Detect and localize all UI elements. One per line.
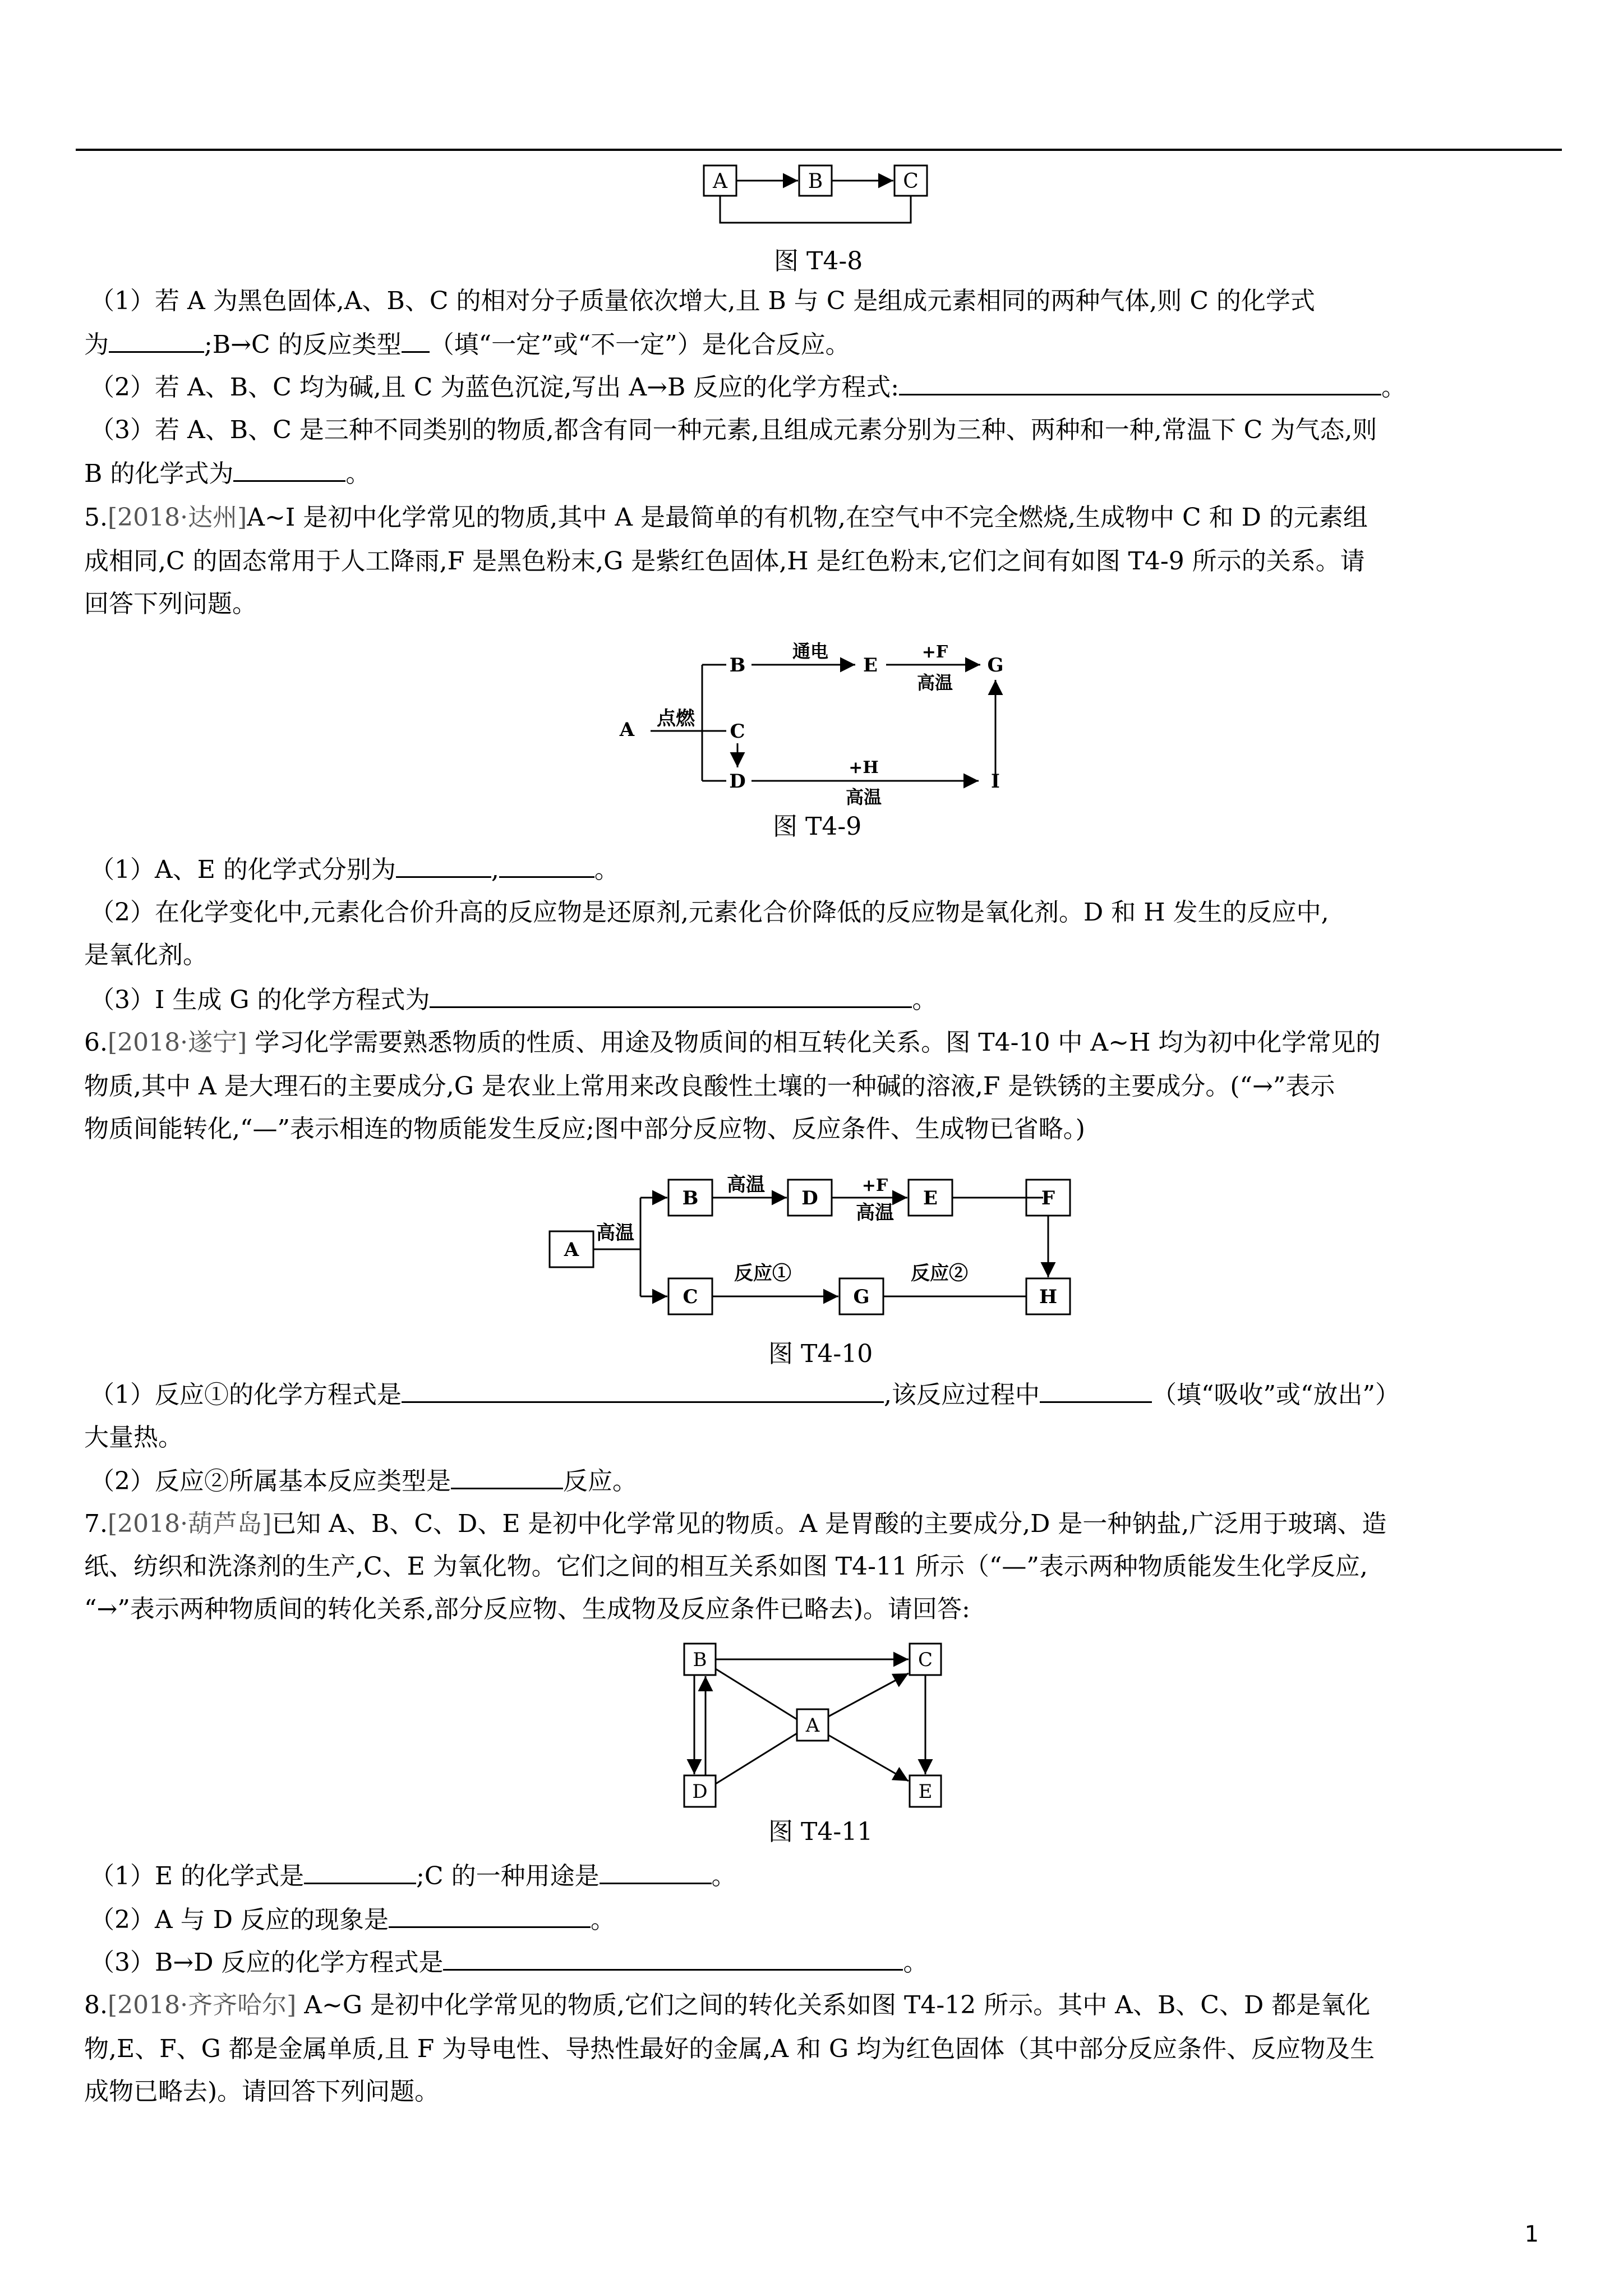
node-g: G: [987, 654, 1004, 677]
node-g: G: [853, 1286, 870, 1308]
q4-line-5: B 的化学式为 。: [84, 457, 370, 490]
answer-blank[interactable]: [1040, 1378, 1152, 1403]
source-tag: [2018·齐齐哈尔]: [107, 1991, 297, 2019]
label-plus-f: +F: [861, 1176, 888, 1195]
source-tag: [2018·葫芦岛]: [107, 1510, 272, 1538]
node-d: D: [692, 1780, 708, 1803]
figure-caption: 图 T4-11: [768, 1818, 873, 1846]
q4-line-1: （1）若 A 为黑色固体,A、B、C 的相对分子质量依次增大,且 B 与 C 是组成元素相同的两种气体,则 C 的化学式: [90, 287, 1316, 315]
q4-line-2: 为 ;B→C 的反应类型 （填“一定”或“不一定”）是化合反应。: [84, 328, 850, 361]
q7-line-1: 7.[2018·葫芦岛]已知 A、B、C、D、E 是初中化学常见的物质。A 是胃酸的主要成分,D 是一种钠盐,广泛用于玻璃、造: [84, 1510, 1387, 1538]
label-high-temp: 高温: [596, 1222, 634, 1244]
q8-line-1: 8.[2018·齐齐哈尔] A~G 是初中化学常见的物质,它们之间的转化关系如图 T4-12 所示。其中 A、B、C、D 都是氧化: [84, 1991, 1371, 2019]
q5-sub-2b: 是氧化剂。: [84, 941, 208, 969]
question-number: 8.: [84, 1991, 108, 2019]
page-number: 1: [1524, 2221, 1539, 2247]
node-c: C: [917, 1649, 933, 1671]
node-b: B: [693, 1649, 707, 1671]
label-plus-h: +H: [849, 758, 879, 777]
node-c: C: [730, 720, 745, 743]
q5-sub-1: （1）A、E 的化学式分别为 , 。: [90, 853, 619, 886]
node-b: B: [808, 170, 823, 193]
node-f: F: [1041, 1187, 1055, 1209]
label-burn: 点燃: [657, 707, 695, 730]
label-high-temp: 高温: [727, 1174, 765, 1196]
node-c: C: [903, 170, 919, 193]
q7-line-3: “→”表示两种物质间的转化关系,部分反应物、生成物及反应条件已略去)。请回答:: [84, 1595, 970, 1623]
node-e: E: [923, 1187, 938, 1209]
answer-blank[interactable]: [402, 1378, 884, 1403]
answer-blank[interactable]: [109, 328, 204, 353]
label-electrolysis: 通电: [792, 641, 829, 662]
answer-blank[interactable]: [451, 1464, 563, 1489]
figure-t4-8: [701, 160, 937, 233]
figure-caption: 图 T4-10: [768, 1340, 873, 1368]
q6-line-2: 物质,其中 A 是大理石的主要成分,G 是农业上常用来改良酸性土壤的一种碱的溶液,F 是铁锈的主要成分。(“→”表示: [84, 1072, 1335, 1101]
q5-sub-2: （2）在化学变化中,元素化合价升高的反应物是还原剂,元素化合价降低的反应物是氧化剂。D 和 H 发生的反应中,: [90, 898, 1329, 927]
node-a: A: [564, 1239, 579, 1261]
question-number: 5.: [84, 503, 108, 532]
node-a: A: [619, 719, 635, 741]
answer-blank[interactable]: [499, 853, 594, 878]
q5-line-1: 5.[2018·达州]A~I 是初中化学常见的物质,其中 A 是最简单的有机物,在空气中不完全燃烧,生成物中 C 和 D 的元素组: [84, 503, 1368, 532]
label-high-temp: 高温: [916, 672, 953, 693]
q6-line-3: 物质间能转化,“—”表示相连的物质能发生反应;图中部分反应物、反应条件、生成物已省略。): [84, 1115, 1085, 1143]
label-reaction-2: 反应②: [911, 1262, 968, 1285]
answer-blank[interactable]: [233, 457, 345, 482]
answer-blank[interactable]: [899, 370, 1381, 395]
q7-sub-3: （3）B→D 反应的化学方程式是 。: [90, 1945, 928, 1979]
q6-sub-2: （2）反应②所属基本反应类型是 反应。: [90, 1464, 637, 1498]
node-d: D: [729, 770, 746, 793]
question-number: 6.: [84, 1028, 108, 1057]
node-d: D: [801, 1187, 818, 1209]
q4-line-4: （3）若 A、B、C 是三种不同类别的物质,都含有同一种元素,且组成元素分别为三种、两种和一种,常温下 C 为气态,则: [90, 416, 1377, 444]
label-reaction-1: 反应①: [734, 1262, 791, 1285]
figure-t4-10: [547, 1170, 1085, 1321]
source-tag: [2018·达州]: [107, 503, 247, 532]
question-number: 7.: [84, 1510, 108, 1538]
answer-blank[interactable]: [396, 853, 491, 878]
node-b: B: [682, 1187, 699, 1209]
node-e: E: [863, 654, 878, 677]
label-high-temp: 高温: [845, 786, 882, 808]
label-high-temp: 高温: [856, 1202, 894, 1224]
q6-sub-1-cont: 大量热。: [84, 1423, 183, 1452]
q7-sub-2: （2）A 与 D 反应的现象是 。: [90, 1903, 615, 1936]
header-rule: [76, 149, 1562, 151]
answer-blank[interactable]: [443, 1945, 903, 1971]
node-b: B: [729, 654, 746, 677]
answer-blank[interactable]: [304, 1859, 416, 1884]
node-a: A: [805, 1714, 820, 1737]
answer-blank[interactable]: [402, 328, 430, 353]
q8-line-2: 物,E、F、G 都是金属单质,且 F 为导电性、导热性最好的金属,A 和 G 均为红色固体（其中部分反应条件、反应物及生: [84, 2035, 1375, 2063]
q7-sub-1: （1）E 的化学式是 ;C 的一种用途是 。: [90, 1859, 736, 1893]
figure-caption: 图 T4-9: [773, 812, 862, 841]
q7-line-2: 纸、纺织和洗涤剂的生产,C、E 为氧化物。它们之间的相互关系如图 T4-11 所示（“—”表示两种物质能发生化学反应,: [84, 1552, 1368, 1581]
node-e: E: [918, 1780, 933, 1803]
node-i: I: [991, 770, 1000, 793]
answer-blank[interactable]: [600, 1859, 712, 1884]
q5-line-3: 回答下列问题。: [84, 590, 257, 618]
label-plus-f: +F: [921, 642, 948, 662]
answer-blank[interactable]: [430, 983, 912, 1008]
q4-line-3: （2）若 A、B、C 均为碱,且 C 为蓝色沉淀,写出 A→B 反应的化学方程式: 。: [90, 370, 1406, 404]
q5-sub-3: （3）I 生成 G 的化学方程式为 。: [90, 983, 937, 1016]
node-c: C: [683, 1286, 698, 1308]
node-a: A: [713, 170, 727, 193]
q6-line-1: 6.[2018·遂宁] 学习化学需要熟悉物质的性质、用途及物质间的相互转化关系。图 T4-10 中 A~H 均为初中化学常见的: [84, 1028, 1381, 1057]
source-tag: [2018·遂宁]: [107, 1028, 247, 1057]
figure-caption: 图 T4-8: [774, 247, 863, 275]
q6-sub-1: （1）反应①的化学方程式是 ,该反应过程中 （填“吸收”或“放出”）: [90, 1378, 1400, 1411]
figure-t4-11: [681, 1641, 962, 1815]
q5-line-2: 成相同,C 的固态常用于人工降雨,F 是黑色粉末,G 是紫红色固体,H 是红色粉末,它们之间有如图 T4-9 所示的关系。请: [84, 547, 1365, 576]
q8-line-3: 成物已略去)。请回答下列问题。: [84, 2077, 440, 2106]
answer-blank[interactable]: [389, 1903, 591, 1928]
figure-t4-9: [617, 639, 1021, 808]
node-h: H: [1039, 1286, 1058, 1308]
